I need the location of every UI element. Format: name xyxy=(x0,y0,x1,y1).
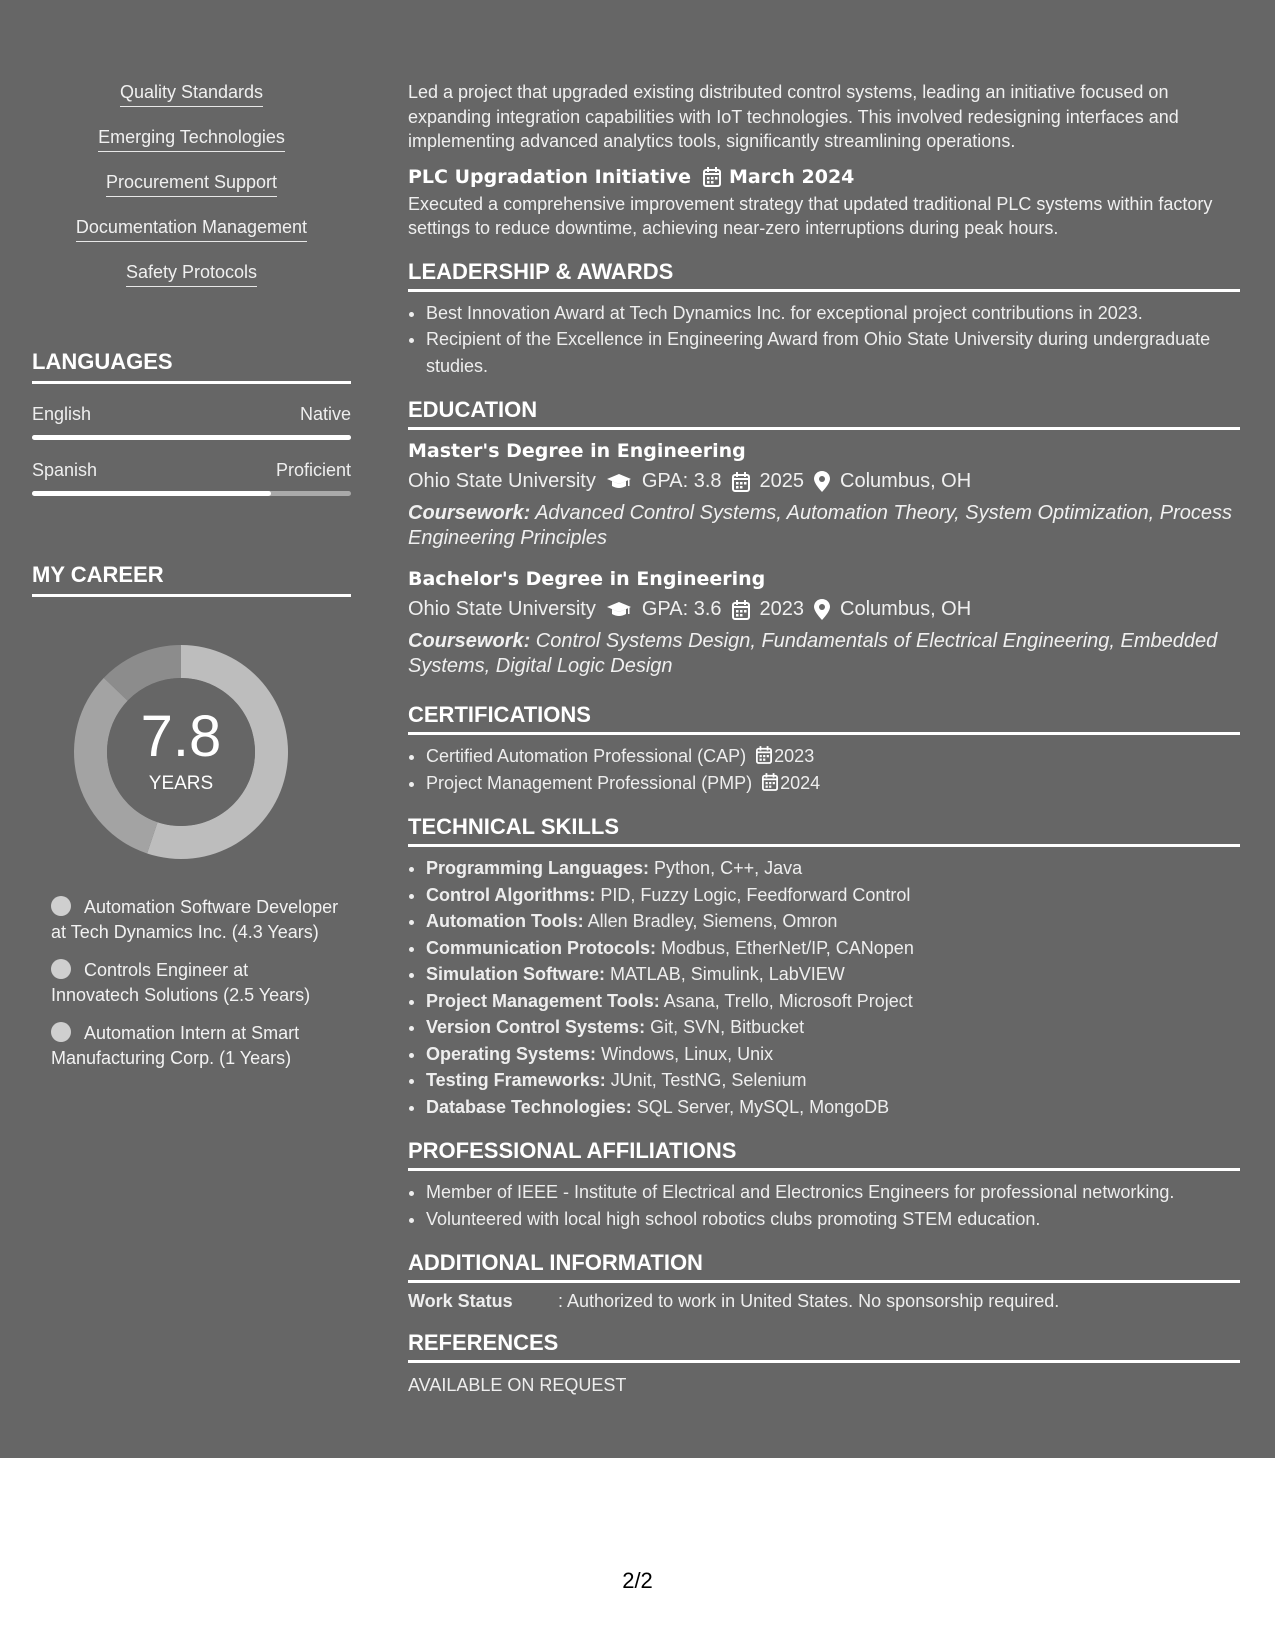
language-name: English xyxy=(32,404,92,424)
tech-skill-item xyxy=(426,908,1240,935)
tech-skill-label: Simulation Software: xyxy=(426,964,606,984)
project-title: PLC Upgradation Initiative xyxy=(408,165,692,188)
leadership-list xyxy=(408,300,1240,380)
project-intro: Led a project that upgraded existing distributed control systems, leading an initiative focused on expanding integration capabilities with IoT technologies. This involved redesigning interfaces and implementing advanced analytics tools, significantly streamlining operations. xyxy=(408,82,1179,151)
coursework-text: Control Systems Design, Fundamentals of Electrical Engineering, Embedded Systems, Digital Logic Design xyxy=(408,630,1218,677)
language-item xyxy=(32,404,351,440)
language-item xyxy=(32,460,351,496)
tech-skill-item xyxy=(426,882,1240,909)
list-item: • Member of IEEE - Institute of Electrical and Electronics Engineers for professional networking. xyxy=(426,1179,1240,1206)
tech-skill-value: Git, SVN, Bitbucket xyxy=(645,1017,805,1037)
project-description: Executed a comprehensive improvement strategy that updated traditional PLC systems within factory settings to reduce downtime, achieving near-zero interruptions during peak hours. xyxy=(408,193,1213,238)
career-legend-label: Automation Software Developer at Tech Dynamics Inc. (4.3 Years) xyxy=(51,897,339,942)
career-heading: MY CAREER xyxy=(32,562,351,597)
degree-school: Ohio State University xyxy=(408,598,596,620)
degree-title: Master's Degree in Engineering xyxy=(408,440,746,462)
skill-item xyxy=(32,260,351,305)
degree-meta xyxy=(408,470,1240,493)
tech-skill-label: Communication Protocols: xyxy=(426,937,657,958)
page-number: 2/2 xyxy=(622,1568,653,1593)
tech-skill-item xyxy=(426,1094,1240,1121)
technical-skills-heading: TECHNICAL SKILLS xyxy=(408,814,1240,847)
skill-label: Safety Protocols xyxy=(126,260,257,287)
tech-skill-item xyxy=(426,855,1240,882)
graduation-cap-icon xyxy=(606,473,632,491)
references-heading: REFERENCES xyxy=(408,1330,1240,1363)
degree-coursework xyxy=(408,629,1240,678)
language-level: Native xyxy=(299,404,351,424)
degree-title: Bachelor's Degree in Engineering xyxy=(408,568,766,590)
language-level: Proficient xyxy=(275,460,351,480)
certification-item xyxy=(426,770,1240,797)
certifications-list xyxy=(408,743,1240,796)
tech-skill-label: Automation Tools: xyxy=(426,911,584,931)
tech-skill-value: JUnit, TestNG, Selenium xyxy=(605,1070,807,1090)
location-pin-icon xyxy=(814,471,830,492)
degree-entry xyxy=(408,568,1240,678)
tech-skill-item xyxy=(426,988,1240,1015)
skill-item xyxy=(32,215,351,260)
skill-label: Quality Standards xyxy=(120,80,263,107)
tech-skill-label: Testing Frameworks: xyxy=(426,1070,606,1090)
language-row xyxy=(32,404,351,425)
tech-skill-item xyxy=(426,935,1240,962)
references-text: AVAILABLE ON REQUEST xyxy=(408,1375,627,1395)
calendar-icon xyxy=(756,746,772,764)
skill-item xyxy=(32,80,351,125)
work-status-row xyxy=(408,1291,1240,1312)
career-legend-item xyxy=(51,1021,341,1070)
technical-skills-list xyxy=(408,855,1240,1120)
project-heading xyxy=(408,166,1240,188)
degree-location: Columbus, OH xyxy=(840,470,972,492)
skill-item xyxy=(32,170,351,215)
career-legend-label: Controls Engineer at Innovatech Solutions (2.5 Years) xyxy=(51,960,311,1005)
project-date: March 2024 xyxy=(729,165,855,188)
degree-school: Ohio State University xyxy=(408,470,596,492)
legend-dot xyxy=(51,896,71,916)
degree-coursework xyxy=(408,501,1240,550)
degree-entry xyxy=(408,440,1240,550)
calendar-icon xyxy=(762,773,778,791)
tech-skill-item xyxy=(426,1067,1240,1094)
affiliations-heading: PROFESSIONAL AFFILIATIONS xyxy=(408,1138,1240,1171)
tech-skill-item xyxy=(426,1014,1240,1041)
career-legend-item xyxy=(51,958,341,1007)
legend-dot xyxy=(51,959,71,979)
degree-year: 2025 xyxy=(759,470,805,492)
calendar-icon xyxy=(703,167,721,187)
leadership-heading: LEADERSHIP & AWARDS xyxy=(408,259,1240,292)
list-item: • Best Innovation Award at Tech Dynamics Inc. for exceptional project contributions in 2023. xyxy=(426,300,1240,327)
list-item: • Recipient of the Excellence in Engineering Award from Ohio State University during undergraduate studies. xyxy=(426,326,1240,379)
sidebar xyxy=(32,80,351,1070)
career-legend-item xyxy=(51,895,341,944)
work-status-value: : Authorized to work in United States. No sponsorship required. xyxy=(558,1291,1060,1311)
tech-skill-label: Operating Systems: xyxy=(426,1043,597,1064)
degree-meta xyxy=(408,598,1240,621)
tech-skill-value: MATLAB, Simulink, LabVIEW xyxy=(605,964,845,984)
skills-list xyxy=(32,80,351,305)
coursework-label: Coursework: xyxy=(408,502,531,524)
degree-year: 2023 xyxy=(759,598,805,620)
language-bar xyxy=(32,491,351,496)
career-total-unit: YEARS xyxy=(148,773,214,794)
languages-heading: LANGUAGES xyxy=(32,349,351,384)
tech-skill-label: Project Management Tools: xyxy=(426,990,660,1011)
tech-skill-value: SQL Server, MySQL, MongoDB xyxy=(631,1096,890,1117)
tech-skill-value: PID, Fuzzy Logic, Feedforward Control xyxy=(595,884,911,905)
tech-skill-label: Control Algorithms: xyxy=(426,884,596,905)
calendar-icon xyxy=(732,600,750,620)
certification-year: 2023 xyxy=(774,746,815,766)
language-bar xyxy=(32,435,351,440)
certification-year: 2024 xyxy=(780,772,821,793)
language-bar-fill xyxy=(32,491,271,496)
career-donut-chart xyxy=(66,637,296,867)
main-column xyxy=(408,80,1240,1396)
language-row xyxy=(32,460,351,481)
degree-gpa: GPA: 3.8 xyxy=(641,470,722,492)
skill-label: Emerging Technologies xyxy=(98,125,285,152)
career-total-value: 7.8 xyxy=(140,704,222,769)
career-legend xyxy=(32,895,351,1070)
coursework-label: Coursework: xyxy=(408,630,531,652)
legend-dot xyxy=(51,1022,71,1042)
certification-name: Project Management Professional (PMP) xyxy=(426,772,753,793)
location-pin-icon xyxy=(814,599,830,620)
education-heading: EDUCATION xyxy=(408,397,1240,430)
tech-skill-item xyxy=(426,1041,1240,1068)
degree-gpa: GPA: 3.6 xyxy=(641,598,722,620)
skill-label: Procurement Support xyxy=(106,170,277,197)
tech-skill-value: Windows, Linux, Unix xyxy=(596,1043,774,1064)
certifications-heading: CERTIFICATIONS xyxy=(408,702,1240,735)
work-status-label: Work Status xyxy=(408,1291,513,1311)
certification-item xyxy=(426,743,1240,770)
tech-skill-label: Database Technologies: xyxy=(426,1096,632,1117)
tech-skill-value: Allen Bradley, Siemens, Omron xyxy=(583,911,838,931)
language-bar-fill xyxy=(32,435,351,440)
graduation-cap-icon xyxy=(606,601,632,619)
tech-skill-label: Programming Languages: xyxy=(426,858,650,878)
coursework-text: Advanced Control Systems, Automation Theory, System Optimization, Process Engineering Principles xyxy=(408,502,1233,549)
tech-skill-item xyxy=(426,961,1240,988)
tech-skill-value: Modbus, EtherNet/IP, CANopen xyxy=(656,937,914,958)
language-name: Spanish xyxy=(32,460,98,480)
affiliations-list xyxy=(408,1179,1240,1232)
tech-skill-label: Version Control Systems: xyxy=(426,1017,646,1037)
skill-label: Documentation Management xyxy=(76,215,307,242)
tech-skill-value: Asana, Trello, Microsoft Project xyxy=(659,990,913,1011)
tech-skill-value: Python, C++, Java xyxy=(649,858,803,878)
certification-name: Certified Automation Professional (CAP) xyxy=(426,746,747,766)
additional-info-heading: ADDITIONAL INFORMATION xyxy=(408,1250,1240,1283)
degree-location: Columbus, OH xyxy=(840,598,972,620)
list-item: • Volunteered with local high school robotics clubs promoting STEM education. xyxy=(426,1206,1240,1233)
career-legend-label: Automation Intern at Smart Manufacturing Corp. (1 Years) xyxy=(51,1023,300,1068)
skill-item xyxy=(32,125,351,170)
calendar-icon xyxy=(732,472,750,492)
